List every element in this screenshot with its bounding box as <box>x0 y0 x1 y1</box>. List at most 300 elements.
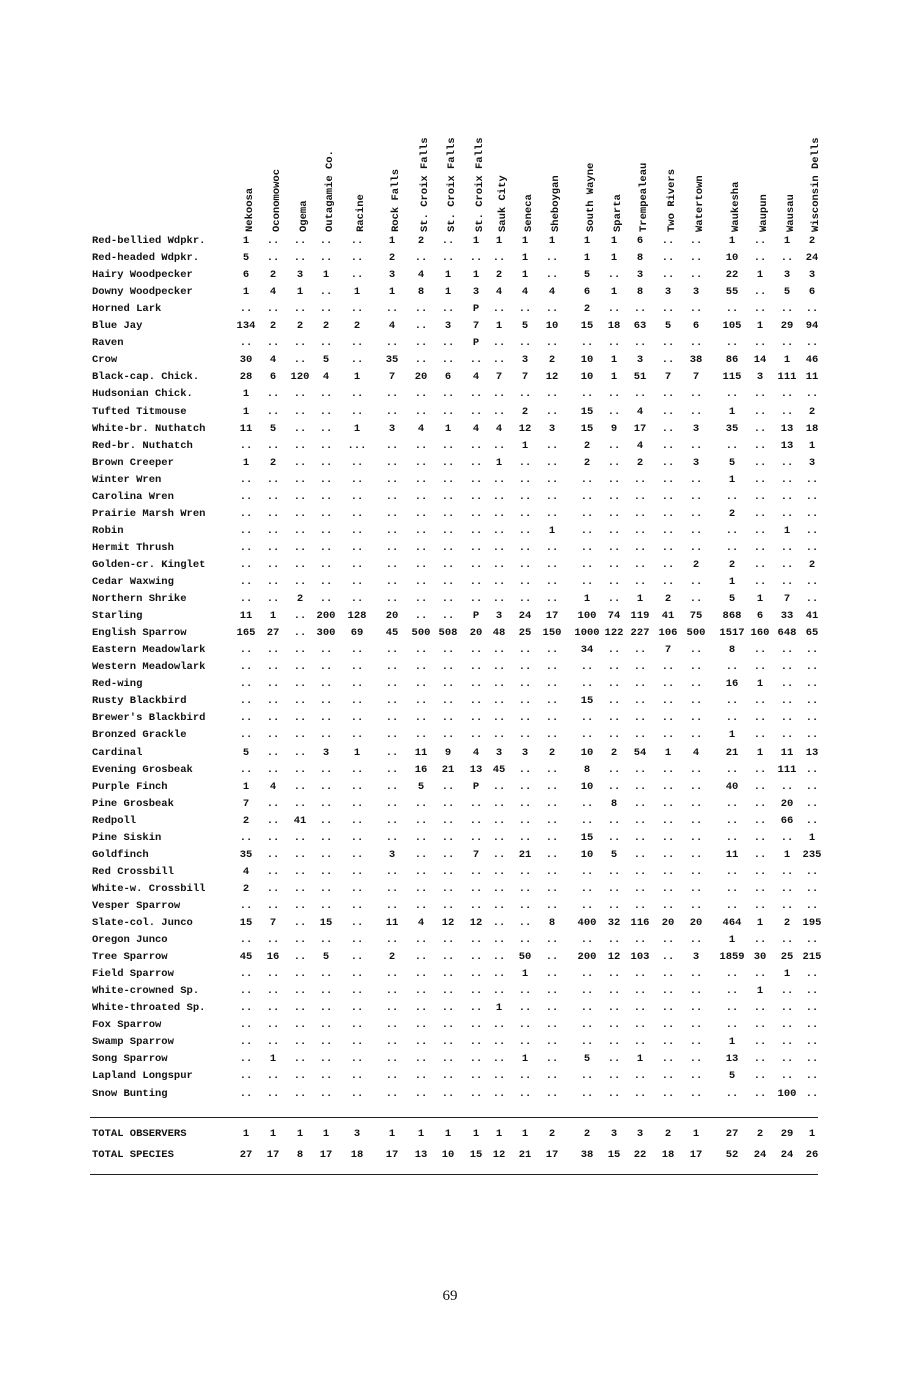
count-cell: .. <box>725 797 739 810</box>
count-cell: .. <box>661 252 675 265</box>
count-cell: .. <box>689 337 703 350</box>
count-cell: .. <box>441 695 455 708</box>
count-cell: .. <box>580 524 594 537</box>
count-cell: .. <box>319 388 333 401</box>
count-cell: 3 <box>521 746 529 759</box>
count-cell: 34 <box>580 644 594 657</box>
count-cell: .. <box>385 524 399 537</box>
species-name: Slate-col. Junco <box>92 917 193 929</box>
count-cell: .. <box>689 439 703 452</box>
count-cell: .. <box>492 797 506 810</box>
column-header-label: Nekoosa <box>244 187 256 232</box>
count-cell: .. <box>545 644 559 657</box>
count-cell: .. <box>545 1036 559 1049</box>
count-cell: .. <box>293 985 307 998</box>
count-cell: .. <box>580 985 594 998</box>
count-cell: .. <box>661 524 675 537</box>
count-cell: .. <box>492 576 506 588</box>
count-cell: .. <box>545 695 559 708</box>
total-cell: 1 <box>388 1128 396 1140</box>
count-cell: .. <box>689 524 703 537</box>
count-cell: .. <box>753 252 767 265</box>
count-cell: .. <box>293 524 307 537</box>
count-cell: .. <box>545 1087 559 1100</box>
count-cell: .. <box>441 848 455 861</box>
total-label: TOTAL SPECIES <box>92 1149 174 1161</box>
count-cell: 6 <box>242 269 250 282</box>
total-cell: 3 <box>353 1128 361 1140</box>
count-cell: .. <box>293 865 307 878</box>
count-cell: .. <box>266 252 280 265</box>
count-cell: .. <box>293 456 307 469</box>
count-cell: 1 <box>583 235 591 247</box>
count-cell: 10 <box>580 371 594 384</box>
count-cell: .. <box>607 1087 621 1100</box>
count-cell: .. <box>633 576 647 588</box>
count-cell: 1 <box>783 235 791 247</box>
count-cell: .. <box>350 524 364 537</box>
count-cell: .. <box>607 1002 621 1015</box>
count-cell: .. <box>492 882 506 895</box>
count-cell: .. <box>414 695 428 708</box>
count-cell: .. <box>350 797 364 810</box>
count-cell: .. <box>805 303 819 316</box>
species-name: Purple Finch <box>92 780 168 793</box>
count-cell: .. <box>580 558 594 571</box>
count-cell: .. <box>805 712 819 725</box>
count-cell: 2 <box>783 917 791 929</box>
count-cell: .. <box>492 780 506 793</box>
count-cell: 15 <box>580 831 594 844</box>
count-cell: 1 <box>548 524 556 537</box>
count-cell: 1 <box>583 593 591 606</box>
count-cell: 11 <box>805 371 819 384</box>
count-cell: 12 <box>441 917 455 929</box>
page-number: 69 <box>442 1288 458 1304</box>
count-cell: 5 <box>521 320 529 333</box>
count-cell: .. <box>780 865 794 878</box>
count-cell: .. <box>441 831 455 844</box>
count-cell: .. <box>441 507 455 520</box>
column-header-label: Waupun <box>758 194 770 232</box>
count-cell: .. <box>319 524 333 537</box>
count-cell: 1 <box>353 286 361 299</box>
count-cell: .. <box>633 303 647 316</box>
count-cell: .. <box>780 473 794 486</box>
count-cell: .. <box>266 337 280 350</box>
count-cell: .. <box>492 1070 506 1083</box>
count-cell: .. <box>350 405 364 418</box>
count-cell: .. <box>780 934 794 947</box>
count-cell: 2 <box>495 269 503 282</box>
count-cell: .. <box>492 899 506 912</box>
count-cell: .. <box>689 507 703 520</box>
count-cell: .. <box>580 337 594 350</box>
count-cell: .. <box>805 763 819 776</box>
count-cell: .. <box>266 661 280 674</box>
count-cell: 400 <box>577 917 597 929</box>
count-cell: 51 <box>633 371 647 384</box>
count-cell: .. <box>607 1070 621 1083</box>
count-cell: .. <box>414 320 428 333</box>
count-cell: 10 <box>580 746 594 759</box>
count-cell: .. <box>293 1019 307 1032</box>
count-cell: 2 <box>242 882 250 895</box>
count-cell: .. <box>350 558 364 571</box>
count-cell: .. <box>319 541 333 554</box>
total-cell: 1 <box>521 1128 529 1140</box>
count-cell: .. <box>469 490 483 503</box>
count-cell: .. <box>545 303 559 316</box>
count-cell: 12 <box>607 951 621 964</box>
count-cell: .. <box>753 797 767 810</box>
count-cell: .. <box>350 831 364 844</box>
count-cell: 22 <box>725 269 739 282</box>
count-cell: 2 <box>353 320 361 333</box>
count-cell: .. <box>492 934 506 947</box>
species-name: Eastern Meadowlark <box>92 644 206 657</box>
count-cell: .. <box>350 848 364 861</box>
species-name: Cedar Waxwing <box>92 576 174 588</box>
count-cell: 1 <box>808 831 816 844</box>
count-cell: .. <box>518 388 532 401</box>
count-cell: .. <box>661 899 675 912</box>
count-cell: .. <box>239 524 253 537</box>
count-cell: .. <box>441 541 455 554</box>
count-cell: .. <box>805 729 819 742</box>
count-cell: .. <box>385 337 399 350</box>
count-cell: .. <box>441 354 455 367</box>
count-cell: .. <box>239 831 253 844</box>
count-cell: .. <box>545 763 559 776</box>
count-cell: .. <box>385 985 399 998</box>
count-cell: .. <box>266 797 280 810</box>
count-cell: 3 <box>521 354 529 367</box>
count-cell: .. <box>293 610 307 623</box>
count-cell: .. <box>661 1036 675 1049</box>
count-cell: .. <box>385 729 399 742</box>
count-cell: 11 <box>414 746 428 759</box>
count-cell: .. <box>385 763 399 776</box>
species-name: Robin <box>92 524 124 537</box>
count-cell: 8 <box>636 286 644 299</box>
count-cell: .. <box>545 558 559 571</box>
count-cell: .. <box>780 729 794 742</box>
count-cell: .. <box>661 814 675 827</box>
count-cell: .. <box>293 968 307 981</box>
count-cell: 15 <box>580 422 594 435</box>
count-cell: .. <box>385 712 399 725</box>
total-cell: 12 <box>492 1149 506 1161</box>
count-cell: .. <box>545 985 559 998</box>
total-cell: 21 <box>518 1149 532 1161</box>
count-cell: .. <box>518 337 532 350</box>
count-cell: 116 <box>630 917 650 929</box>
count-cell: 74 <box>607 610 621 623</box>
count-cell: .. <box>607 269 621 282</box>
count-cell: .. <box>545 797 559 810</box>
count-cell: .. <box>580 797 594 810</box>
count-cell: 20 <box>661 917 675 929</box>
species-name: White-w. Crossbill <box>92 882 206 895</box>
count-cell: .. <box>607 882 621 895</box>
count-cell: .. <box>441 252 455 265</box>
count-cell: 120 <box>290 371 310 384</box>
count-cell: .. <box>518 814 532 827</box>
total-cell: 1 <box>808 1128 816 1140</box>
count-cell: .. <box>441 388 455 401</box>
count-cell: .. <box>266 678 280 691</box>
count-cell: .. <box>385 388 399 401</box>
count-cell: 20 <box>469 627 483 640</box>
count-cell: .. <box>518 1070 532 1083</box>
count-cell: .. <box>469 985 483 998</box>
count-cell: .. <box>780 388 794 401</box>
count-cell: .. <box>469 1087 483 1100</box>
count-cell: .. <box>725 695 739 708</box>
count-cell: .. <box>633 968 647 981</box>
count-cell: .. <box>266 541 280 554</box>
count-cell: .. <box>805 1019 819 1032</box>
count-cell: 11 <box>239 610 253 623</box>
count-cell: .. <box>545 541 559 554</box>
species-name: Oregon Junco <box>92 934 168 947</box>
count-cell: .. <box>441 593 455 606</box>
count-cell: .. <box>753 1002 767 1015</box>
count-cell: .. <box>518 780 532 793</box>
count-cell: .. <box>753 405 767 418</box>
column-header-label: Two Rivers <box>666 168 678 232</box>
count-cell: 7 <box>664 644 672 657</box>
count-cell: 1 <box>756 746 764 759</box>
species-name: Golden-cr. Kinglet <box>92 558 206 571</box>
count-cell: .. <box>633 507 647 520</box>
count-cell: .. <box>661 354 675 367</box>
count-cell: .. <box>350 576 364 588</box>
count-cell: .. <box>441 797 455 810</box>
count-cell: .. <box>492 1036 506 1049</box>
count-cell: .. <box>607 644 621 657</box>
count-cell: 2 <box>692 558 700 571</box>
count-cell: .. <box>545 388 559 401</box>
count-cell: .. <box>580 934 594 947</box>
count-cell: .. <box>293 1070 307 1083</box>
species-name: Crow <box>92 354 118 367</box>
count-cell: .. <box>780 490 794 503</box>
count-cell: .. <box>633 644 647 657</box>
count-cell: .. <box>293 917 307 929</box>
count-cell: .. <box>414 1019 428 1032</box>
count-cell: 45 <box>492 763 506 776</box>
count-cell: .. <box>319 934 333 947</box>
count-cell: .. <box>518 473 532 486</box>
count-cell: .. <box>805 814 819 827</box>
count-cell: .. <box>492 490 506 503</box>
count-cell: 1 <box>521 968 529 981</box>
count-cell: .. <box>661 729 675 742</box>
count-cell: .. <box>661 405 675 418</box>
count-cell: 1 <box>495 456 503 469</box>
column-header-label: Outagamie Co. <box>324 150 336 232</box>
count-cell: .. <box>469 729 483 742</box>
count-cell: .. <box>518 558 532 571</box>
count-cell: .. <box>239 934 253 947</box>
count-cell: 9 <box>610 422 618 435</box>
count-cell: .. <box>580 678 594 691</box>
count-cell: .. <box>414 797 428 810</box>
count-cell: 1 <box>636 1053 644 1066</box>
count-cell: 1 <box>756 269 764 282</box>
count-cell: 63 <box>633 320 647 333</box>
count-cell: .. <box>545 882 559 895</box>
count-cell: .. <box>607 780 621 793</box>
total-cell: 1 <box>242 1128 250 1140</box>
species-name: Northern Shrike <box>92 593 187 606</box>
count-cell: .. <box>633 337 647 350</box>
count-cell: .. <box>319 405 333 418</box>
count-cell: 2 <box>548 354 556 367</box>
count-cell: .. <box>469 593 483 606</box>
count-cell: 1000 <box>574 627 600 640</box>
count-cell: .. <box>469 541 483 554</box>
species-name: Raven <box>92 337 124 350</box>
count-cell: 1 <box>242 388 250 401</box>
count-cell: .. <box>661 541 675 554</box>
count-cell: .. <box>492 1053 506 1066</box>
count-cell: .. <box>607 524 621 537</box>
count-cell: .. <box>414 558 428 571</box>
count-cell: .. <box>689 269 703 282</box>
column-header <box>385 0 409 232</box>
count-cell: .. <box>239 1002 253 1015</box>
count-cell: .. <box>266 1002 280 1015</box>
count-cell: .. <box>518 882 532 895</box>
count-cell: .. <box>319 968 333 981</box>
count-cell: .. <box>319 899 333 912</box>
count-cell: .. <box>350 917 364 929</box>
count-cell: 1 <box>756 593 764 606</box>
count-cell: 227 <box>630 627 650 640</box>
count-cell: .. <box>319 1036 333 1049</box>
count-cell: .. <box>414 934 428 947</box>
count-cell: .. <box>239 968 253 981</box>
count-cell: .. <box>545 252 559 265</box>
count-cell: .. <box>319 337 333 350</box>
count-cell: .. <box>518 524 532 537</box>
count-cell: .. <box>545 269 559 282</box>
count-cell: .. <box>805 661 819 674</box>
count-cell: .. <box>350 1053 364 1066</box>
count-cell: 1 <box>756 320 764 333</box>
count-cell: 4 <box>242 865 250 878</box>
count-cell: .. <box>469 558 483 571</box>
count-cell: 106 <box>658 627 678 640</box>
count-cell: .. <box>633 934 647 947</box>
count-cell: .. <box>385 490 399 503</box>
count-cell: .. <box>545 968 559 981</box>
count-cell: .. <box>350 934 364 947</box>
count-cell: .. <box>239 661 253 674</box>
column-header-label: Watertown <box>694 175 706 232</box>
species-name: Western Meadowlark <box>92 661 206 674</box>
count-cell: .. <box>780 1019 794 1032</box>
count-cell: .. <box>492 1019 506 1032</box>
count-cell: .. <box>518 576 532 588</box>
count-cell: .. <box>414 490 428 503</box>
count-cell: 65 <box>805 627 819 640</box>
count-cell: 3 <box>783 269 791 282</box>
count-cell: 3 <box>664 286 672 299</box>
total-cell: 1 <box>692 1128 700 1140</box>
count-cell: .. <box>661 763 675 776</box>
count-cell: .. <box>689 780 703 793</box>
species-name: Bronzed Grackle <box>92 729 187 742</box>
count-cell: .. <box>725 968 739 981</box>
count-cell: 5 <box>583 1053 591 1066</box>
count-cell: 2 <box>610 746 618 759</box>
count-cell: .. <box>689 695 703 708</box>
count-cell: 13 <box>780 422 794 435</box>
count-cell: 7 <box>388 371 396 384</box>
count-cell: .. <box>753 337 767 350</box>
count-cell: .. <box>385 865 399 878</box>
count-cell: .. <box>607 593 621 606</box>
count-cell: .. <box>293 695 307 708</box>
count-cell: .. <box>805 524 819 537</box>
count-cell: .. <box>441 610 455 623</box>
species-name: Red-headed Wdpkr. <box>92 252 200 265</box>
count-cell: .. <box>266 814 280 827</box>
count-cell: .. <box>518 917 532 929</box>
count-cell: 103 <box>630 951 650 964</box>
count-cell: .. <box>753 729 767 742</box>
count-cell: .. <box>469 814 483 827</box>
count-cell: 2 <box>808 558 816 571</box>
count-cell: 1 <box>521 1053 529 1066</box>
column-header-label: Ogema <box>298 200 310 232</box>
count-cell: 35 <box>385 354 399 367</box>
count-cell: .. <box>753 473 767 486</box>
count-cell: 5 <box>269 422 277 435</box>
count-cell: 20 <box>414 371 428 384</box>
count-cell: 5 <box>583 269 591 282</box>
count-cell: .. <box>805 473 819 486</box>
count-cell: .. <box>607 661 621 674</box>
count-cell: .. <box>518 865 532 878</box>
count-cell: 3 <box>692 422 700 435</box>
count-cell: 1 <box>610 235 618 247</box>
count-cell: 2 <box>269 456 277 469</box>
count-cell: .. <box>725 541 739 554</box>
column-header <box>689 0 713 232</box>
count-cell: .. <box>689 831 703 844</box>
count-cell: 30 <box>753 951 767 964</box>
total-cell: 24 <box>753 1149 767 1161</box>
count-cell: .. <box>518 985 532 998</box>
count-cell: .. <box>518 644 532 657</box>
count-cell: .. <box>492 405 506 418</box>
count-cell: .. <box>518 456 532 469</box>
count-cell: .. <box>492 729 506 742</box>
count-cell: 13 <box>469 763 483 776</box>
count-cell: .. <box>607 1019 621 1032</box>
total-cell: 13 <box>414 1149 428 1161</box>
count-cell: .. <box>753 814 767 827</box>
count-cell: .. <box>518 763 532 776</box>
count-cell: .. <box>780 576 794 588</box>
count-cell: .. <box>350 695 364 708</box>
count-cell: .. <box>469 678 483 691</box>
